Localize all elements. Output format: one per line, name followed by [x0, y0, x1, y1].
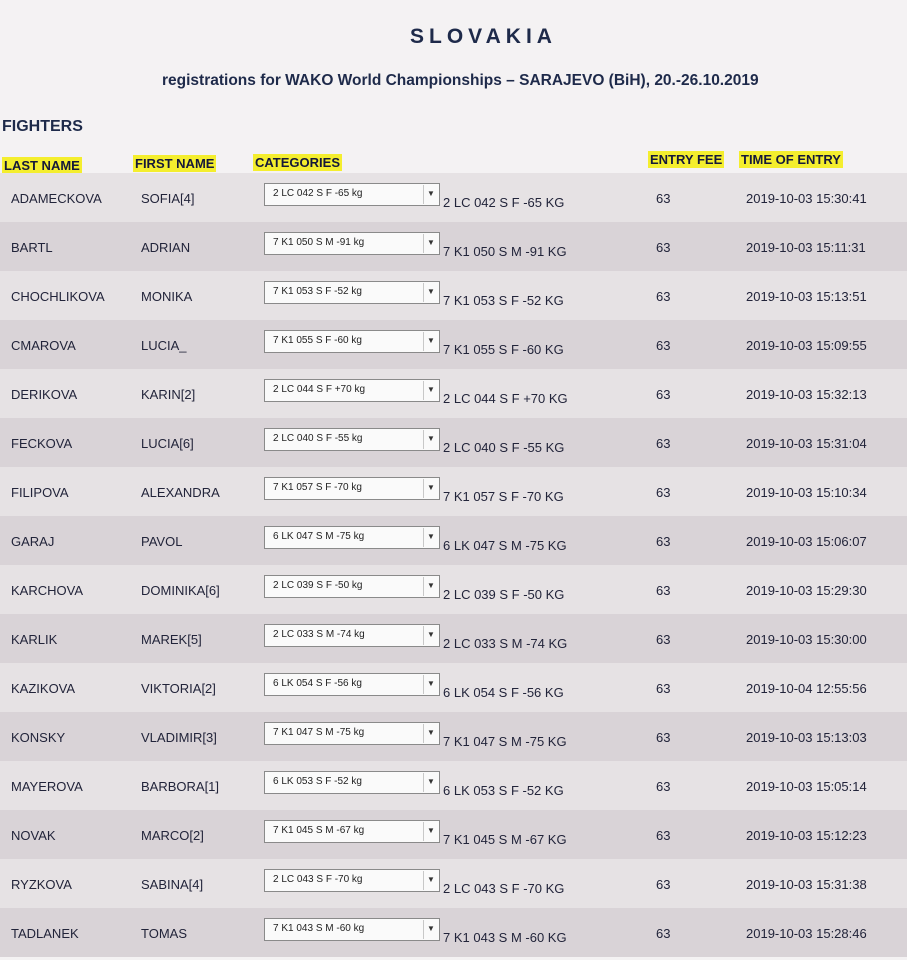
category-select-value: 2 LC 040 S F -55 kg	[273, 433, 363, 444]
time-of-entry-cell: 2019-10-03 15:06:07	[746, 534, 867, 549]
last-name-cell: DERIKOVA	[11, 387, 78, 402]
last-name-cell: CHOCHLIKOVA	[11, 289, 105, 304]
table-row	[0, 908, 907, 957]
chevron-down-icon[interactable]: ▼	[423, 283, 438, 302]
first-name-cell: LUCIA_	[141, 338, 187, 353]
last-name-cell: KARLIK	[11, 632, 58, 647]
category-cell: 2 LC 044 S F +70 KG	[443, 391, 568, 406]
chevron-down-icon[interactable]: ▼	[423, 381, 438, 400]
time-of-entry-cell: 2019-10-03 15:09:55	[746, 338, 867, 353]
column-header-first-name: FIRST NAME	[135, 156, 215, 171]
table-row	[0, 516, 907, 565]
table-row	[0, 712, 907, 761]
time-of-entry-cell: 2019-10-03 15:28:46	[746, 926, 867, 941]
first-name-cell: LUCIA[6]	[141, 436, 194, 451]
table-row	[0, 663, 907, 712]
category-select[interactable]	[264, 624, 440, 647]
category-select[interactable]	[264, 771, 440, 794]
category-select[interactable]	[264, 722, 440, 745]
last-name-cell: FILIPOVA	[11, 485, 69, 500]
entry-fee-cell: 63	[656, 632, 671, 647]
time-of-entry-cell: 2019-10-03 15:31:38	[746, 877, 867, 892]
time-of-entry-cell: 2019-10-03 15:30:41	[746, 191, 867, 206]
entry-fee-cell: 63	[656, 289, 671, 304]
table-row	[0, 761, 907, 810]
category-cell: 7 K1 045 S M -67 KG	[443, 832, 567, 847]
first-name-cell: VIKTORIA[2]	[141, 681, 216, 696]
category-cell: 6 LK 053 S F -52 KG	[443, 783, 564, 798]
last-name-cell: ADAMECKOVA	[11, 191, 102, 206]
category-select[interactable]	[264, 232, 440, 255]
category-cell: 7 K1 055 S F -60 KG	[443, 342, 564, 357]
category-select-value: 7 K1 050 S M -91 kg	[273, 237, 365, 248]
category-select-value: 6 LK 047 S M -75 kg	[273, 531, 365, 542]
category-select-value: 2 LC 044 S F +70 kg	[273, 384, 366, 395]
last-name-cell: CMAROVA	[11, 338, 76, 353]
chevron-down-icon[interactable]: ▼	[423, 920, 438, 939]
chevron-down-icon[interactable]: ▼	[423, 185, 438, 204]
table-row	[0, 467, 907, 516]
first-name-cell: MONIKA	[141, 289, 193, 304]
category-cell: 7 K1 043 S M -60 KG	[443, 930, 567, 945]
chevron-down-icon[interactable]: ▼	[423, 675, 438, 694]
fighters-table	[0, 173, 907, 957]
last-name-cell: NOVAK	[11, 828, 56, 843]
first-name-cell: DOMINIKA[6]	[141, 583, 220, 598]
last-name-cell: KONSKY	[11, 730, 66, 745]
category-select-value: 2 LC 039 S F -50 kg	[273, 580, 363, 591]
category-select[interactable]	[264, 526, 440, 549]
entry-fee-cell: 63	[656, 485, 671, 500]
time-of-entry-cell: 2019-10-03 15:05:14	[746, 779, 867, 794]
first-name-cell: MARCO[2]	[141, 828, 204, 843]
chevron-down-icon[interactable]: ▼	[423, 528, 438, 547]
time-of-entry-cell: 2019-10-03 15:30:00	[746, 632, 867, 647]
category-cell: 2 LC 043 S F -70 KG	[443, 881, 565, 896]
category-select[interactable]	[264, 183, 440, 206]
category-select[interactable]	[264, 575, 440, 598]
category-select[interactable]	[264, 281, 440, 304]
category-cell: 2 LC 033 S M -74 KG	[443, 636, 568, 651]
last-name-cell: GARAJ	[11, 534, 55, 549]
category-cell: 2 LC 040 S F -55 KG	[443, 440, 565, 455]
time-of-entry-cell: 2019-10-03 15:13:51	[746, 289, 867, 304]
entry-fee-cell: 63	[656, 681, 671, 696]
first-name-cell: TOMAS	[141, 926, 187, 941]
country-title: SLOVAKIA	[410, 25, 557, 48]
first-name-cell: BARBORA[1]	[141, 779, 220, 794]
category-select-value: 7 K1 043 S M -60 kg	[273, 923, 365, 934]
category-select-value: 7 K1 045 S M -67 kg	[273, 825, 365, 836]
entry-fee-cell: 63	[656, 828, 671, 843]
time-of-entry-cell: 2019-10-03 15:13:03	[746, 730, 867, 745]
category-cell: 7 K1 047 S M -75 KG	[443, 734, 567, 749]
column-header-categories: CATEGORIES	[255, 155, 340, 170]
time-of-entry-cell: 2019-10-03 15:12:23	[746, 828, 867, 843]
table-row	[0, 320, 907, 369]
chevron-down-icon[interactable]: ▼	[423, 724, 438, 743]
first-name-cell: SABINA[4]	[141, 877, 204, 892]
column-header-time-of-entry: TIME OF ENTRY	[741, 152, 841, 167]
chevron-down-icon[interactable]: ▼	[423, 577, 438, 596]
category-select-value: 2 LC 033 S M -74 kg	[273, 629, 365, 640]
entry-fee-cell: 63	[656, 926, 671, 941]
first-name-cell: MAREK[5]	[141, 632, 202, 647]
last-name-cell: FECKOVA	[11, 436, 73, 451]
time-of-entry-cell: 2019-10-03 15:32:13	[746, 387, 867, 402]
category-select-value: 6 LK 054 S F -56 kg	[273, 678, 362, 689]
entry-fee-cell: 63	[656, 534, 671, 549]
chevron-down-icon[interactable]: ▼	[423, 332, 438, 351]
chevron-down-icon[interactable]: ▼	[423, 773, 438, 792]
chevron-down-icon[interactable]: ▼	[423, 822, 438, 841]
category-select-value: 6 LK 053 S F -52 kg	[273, 776, 362, 787]
chevron-down-icon[interactable]: ▼	[423, 234, 438, 253]
first-name-cell: KARIN[2]	[141, 387, 196, 402]
category-cell: 7 K1 053 S F -52 KG	[443, 293, 564, 308]
first-name-cell: PAVOL	[141, 534, 183, 549]
category-select[interactable]	[264, 820, 440, 843]
table-row	[0, 222, 907, 271]
category-select-value: 7 K1 053 S F -52 kg	[273, 286, 362, 297]
time-of-entry-cell: 2019-10-03 15:10:34	[746, 485, 867, 500]
category-select[interactable]	[264, 673, 440, 696]
table-row	[0, 565, 907, 614]
category-select[interactable]	[264, 428, 440, 451]
table-row	[0, 859, 907, 908]
table-row	[0, 810, 907, 859]
table-row	[0, 418, 907, 467]
category-select-value: 7 K1 057 S F -70 kg	[273, 482, 362, 493]
table-row	[0, 369, 907, 418]
chevron-down-icon[interactable]: ▼	[423, 430, 438, 449]
entry-fee-cell: 63	[656, 436, 671, 451]
chevron-down-icon[interactable]: ▼	[423, 479, 438, 498]
time-of-entry-cell: 2019-10-03 15:11:31	[746, 240, 866, 255]
last-name-cell: RYZKOVA	[11, 877, 72, 892]
category-cell: 7 K1 050 S M -91 KG	[443, 244, 567, 259]
column-header-last-name: LAST NAME	[4, 158, 80, 173]
last-name-cell: TADLANEK	[11, 926, 79, 941]
entry-fee-cell: 63	[656, 583, 671, 598]
category-select[interactable]	[264, 330, 440, 353]
last-name-cell: KAZIKOVA	[11, 681, 76, 696]
category-select[interactable]	[264, 477, 440, 500]
table-row	[0, 271, 907, 320]
category-cell: 7 K1 057 S F -70 KG	[443, 489, 564, 504]
first-name-cell: ADRIAN	[141, 240, 191, 255]
category-cell: 6 LK 047 S M -75 KG	[443, 538, 567, 553]
column-header-entry-fee: ENTRY FEE	[650, 152, 723, 167]
time-of-entry-cell: 2019-10-03 15:31:04	[746, 436, 867, 451]
last-name-cell: BARTL	[11, 240, 53, 255]
category-select[interactable]	[264, 869, 440, 892]
entry-fee-cell: 63	[656, 387, 671, 402]
entry-fee-cell: 63	[656, 191, 671, 206]
entry-fee-cell: 63	[656, 730, 671, 745]
table-row	[0, 173, 907, 222]
time-of-entry-cell: 2019-10-03 15:29:30	[746, 583, 867, 598]
entry-fee-cell: 63	[656, 779, 671, 794]
chevron-down-icon[interactable]: ▼	[423, 626, 438, 645]
entry-fee-cell: 63	[656, 877, 671, 892]
first-name-cell: VLADIMIR[3]	[141, 730, 217, 745]
category-select-value: 7 K1 055 S F -60 kg	[273, 335, 362, 346]
event-subtitle: registrations for WAKO World Championships – SARAJEVO (BiH), 20.-26.10.2019	[162, 72, 759, 89]
category-select-value: 2 LC 043 S F -70 kg	[273, 874, 363, 885]
category-select-value: 2 LC 042 S F -65 kg	[273, 188, 363, 199]
category-cell: 6 LK 054 S F -56 KG	[443, 685, 564, 700]
category-cell: 2 LC 039 S F -50 KG	[443, 587, 565, 602]
last-name-cell: MAYEROVA	[11, 779, 83, 794]
time-of-entry-cell: 2019-10-04 12:55:56	[746, 681, 867, 696]
table-row	[0, 614, 907, 663]
category-cell: 2 LC 042 S F -65 KG	[443, 195, 565, 210]
entry-fee-cell: 63	[656, 240, 671, 255]
last-name-cell: KARCHOVA	[11, 583, 83, 598]
category-select-value: 7 K1 047 S M -75 kg	[273, 727, 365, 738]
category-select[interactable]	[264, 918, 440, 941]
chevron-down-icon[interactable]: ▼	[423, 871, 438, 890]
section-title: FIGHTERS	[2, 118, 83, 135]
first-name-cell: ALEXANDRA	[141, 485, 220, 500]
entry-fee-cell: 63	[656, 338, 671, 353]
category-select[interactable]	[264, 379, 440, 402]
first-name-cell: SOFIA[4]	[141, 191, 195, 206]
